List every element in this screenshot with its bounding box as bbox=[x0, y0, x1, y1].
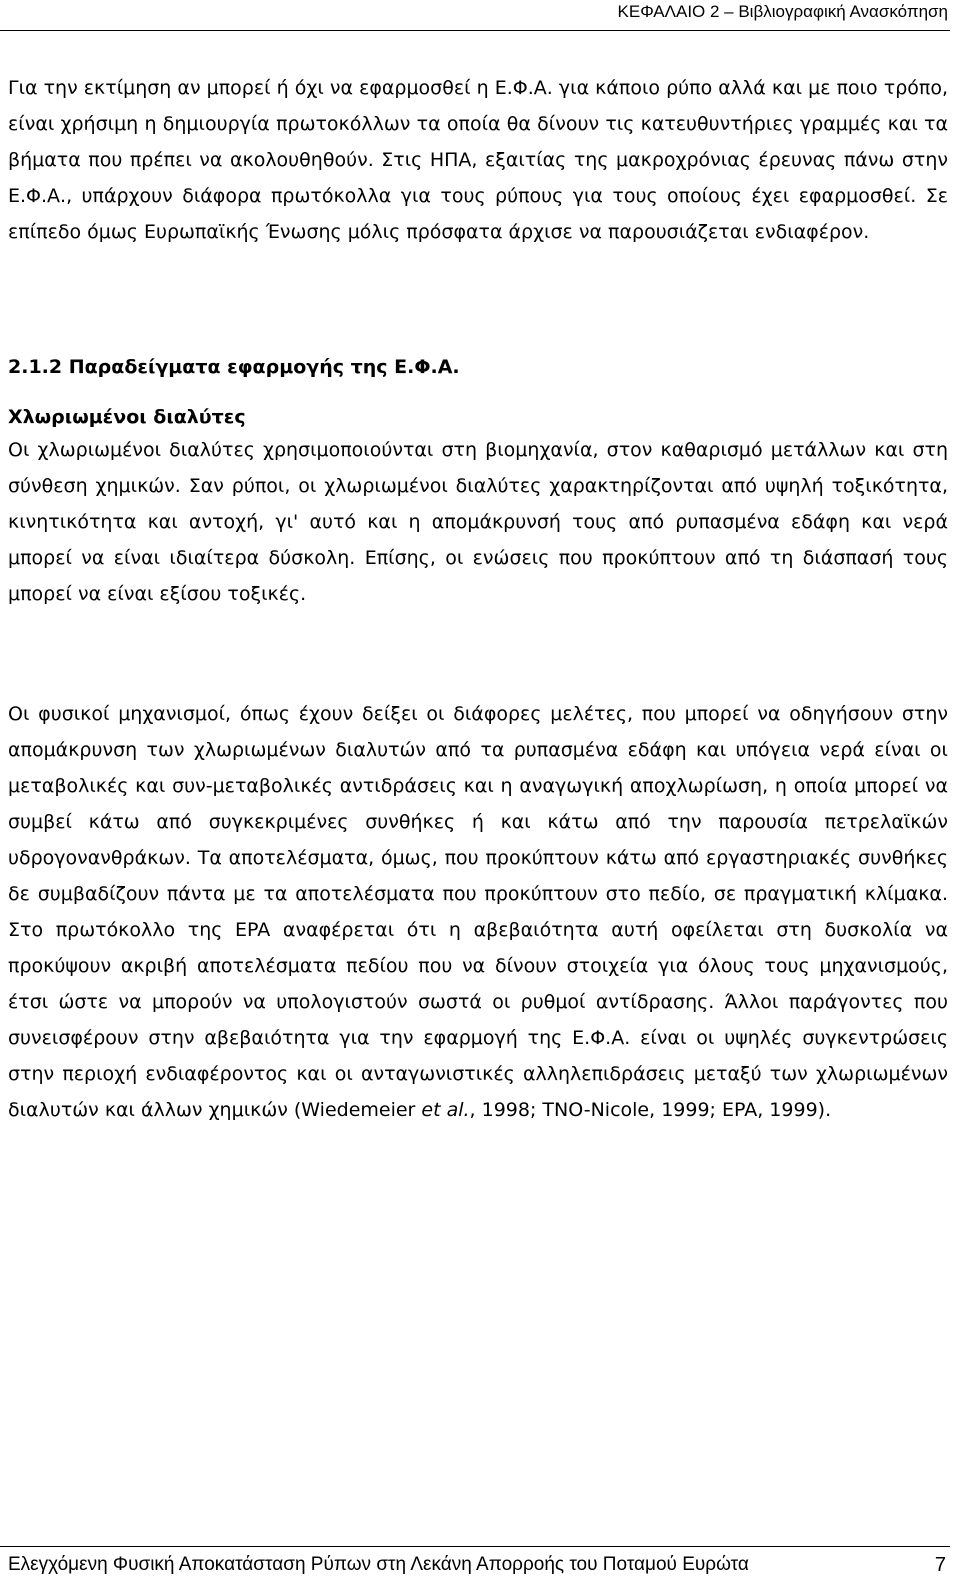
citation-tail: , 1998; TNO-Nicole, 1999; EPA, 1999). bbox=[469, 1099, 832, 1121]
running-footer bbox=[8, 1554, 946, 1577]
footer-divider bbox=[0, 1546, 950, 1547]
section-heading: 2.1.2 Παραδείγματα εφαρμογής της Ε.Φ.Α. bbox=[8, 356, 460, 378]
citation-et-al: et al. bbox=[421, 1099, 470, 1121]
header-divider bbox=[0, 30, 950, 31]
page-number: 7 bbox=[934, 1554, 946, 1576]
intro-paragraph: Για την εκτίμηση αν μπορεί ή όχι να εφαρμοσθεί η Ε.Φ.Α. για κάποιο ρύπο αλλά και με ποιο τρόπο, είναι χρήσιμη η δημιουργία πρωτοκόλλων τα οποία θα δίνουν τις κατευθυντήριες γραμμές και τα βήματα που πρέπει να ακολουθηθούν. Στις ΗΠΑ, εξαιτίας της μακροχρόνιας έρευνας πάνω στην Ε.Φ.Α., υπάρχουν διάφορα πρωτόκολλα για τους ρύπους για τους οποίους έχει εφαρμοσθεί. Σε επίπεδο όμως Ευρωπαϊκής Ένωσης μόλις πρόσφατα άρχισε να παρουσιάζεται ενδιαφέρον. bbox=[8, 77, 948, 243]
subsection-heading: Χλωριωμένοι διαλύτες bbox=[8, 406, 246, 428]
running-header: ΚΕΦΑΛΑΙΟ 2 – Βιβλιογραφική Ανασκόπηση bbox=[617, 2, 948, 21]
footer-title: Ελεγχόμενη Φυσική Αποκατάσταση Ρύπων στη Λεκάνη Απορροής του Ποταμού Ευρώτα bbox=[8, 1554, 749, 1575]
mechanisms-paragraph bbox=[8, 696, 948, 1128]
solvents-paragraph: Οι χλωριωμένοι διαλύτες χρησιμοποιούνται στη βιομηχανία, στον καθαρισμό μετάλλων και στη σύνθεση χημικών. Σαν ρύποι, οι χλωριωμένοι διαλύτες χαρακτηρίζονται από υψηλή τοξικότητα, κινητικότητα και αντοχή, γι' αυτό και η απομάκρυνσή τους από ρυπασμένα εδάφη και νερά μπορεί να είναι ιδιαίτερα δύσκολη. Επίσης, οι ενώσεις που προκύπτουν από τη διάσπασή τους μπορεί να είναι εξίσου τοξικές. bbox=[8, 439, 948, 605]
mechanisms-text: Οι φυσικοί μηχανισμοί, όπως έχουν δείξει οι διάφορες μελέτες, που μπορεί να οδηγήσουν στην απομάκρυνση των χλωριωμένων διαλυτών από τα ρυπασμένα εδάφη και υπόγεια νερά είναι οι μεταβολικές και συν-μεταβολικές αντιδράσεις και η αναγωγική αποχλωρίωση, η οποία μπορεί να συμβεί κάτω από συγκεκριμένες συνθήκες ή και κάτω από την παρουσία πετρελαϊκών υδρογονανθράκων. Τα αποτελέσματα, όμως, που προκύπτουν κάτω από εργαστηριακές συνθήκες δε συμβαδίζουν πάντα με τα αποτελέσματα που προκύπτουν στο πεδίο, σε πραγματική κλίμακα. Στο πρωτόκολλο της EPA αναφέρεται ότι η αβεβαιότητα αυτή οφείλεται στη δυσκολία να προκύψουν ακριβή αποτελέσματα πεδίου που να δίνουν στοιχεία για όλους τους μηχανισμούς, έτσι ώστε να μπορούν να υπολογιστούν σωστά οι ρυθμοί αντίδρασης. Άλλοι παράγοντες που συνεισφέρουν στην αβεβαιότητα για την εφαρμογή της Ε.Φ.Α. είναι οι υψηλές συγκεντρώσεις στην περιοχή ενδιαφέροντος και οι ανταγωνιστικές αλληλεπιδράσεις μεταξύ των χλωριωμένων διαλυτών και άλλων χημικών (Wiedemeier bbox=[8, 703, 948, 1121]
